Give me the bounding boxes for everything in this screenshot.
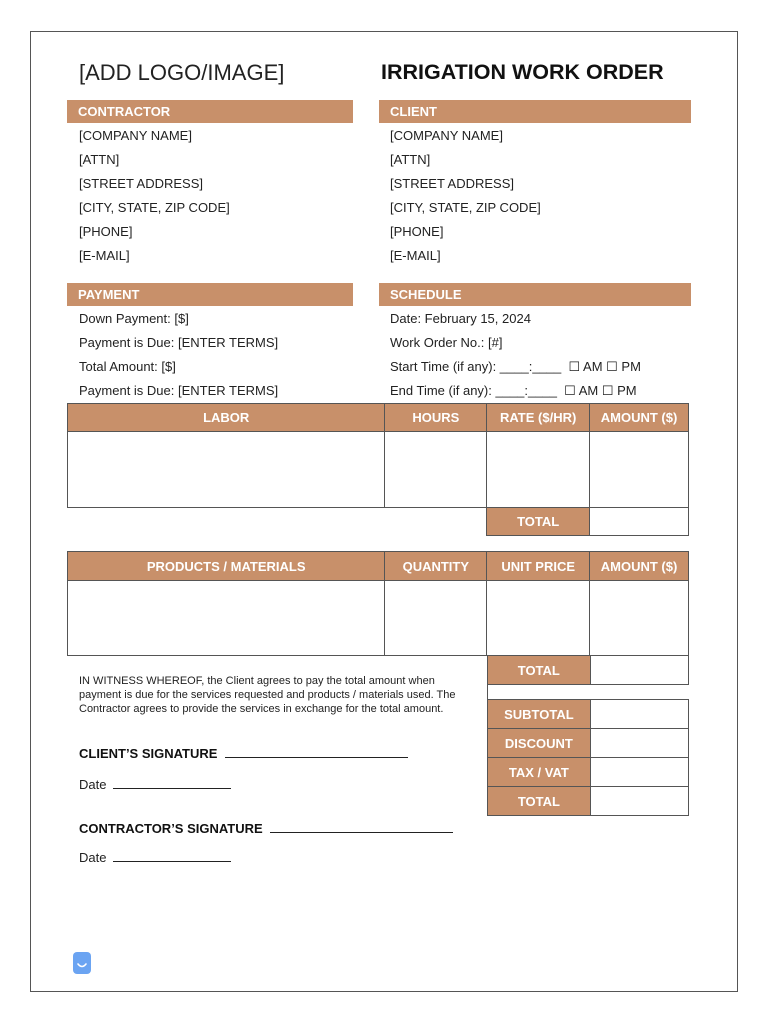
materials-total-table bbox=[487, 655, 689, 685]
schedule-end-time: End Time (if any): ____:____ ☐ AM ☐ PM bbox=[390, 383, 637, 398]
payment-down: Down Payment: [$] bbox=[79, 311, 189, 326]
client-email: [E-MAIL] bbox=[390, 248, 441, 263]
subtotal-label: SUBTOTAL bbox=[488, 700, 591, 729]
materials-total-label: TOTAL bbox=[488, 656, 591, 685]
client-date-line[interactable] bbox=[113, 787, 231, 789]
client-attn: [ATTN] bbox=[390, 152, 431, 167]
page-title: IRRIGATION WORK ORDER bbox=[381, 60, 664, 84]
discount-cell[interactable] bbox=[590, 729, 688, 758]
tax-cell[interactable] bbox=[590, 758, 688, 787]
rate-cell[interactable] bbox=[487, 432, 590, 508]
client-signature-label: CLIENT’S SIGNATURE bbox=[79, 746, 218, 761]
contractor-street: [STREET ADDRESS] bbox=[79, 176, 204, 191]
divider bbox=[487, 684, 488, 699]
client-phone: [PHONE] bbox=[390, 224, 444, 239]
witness-statement: IN WITNESS WHEREOF, the Client agrees to pay the total amount when payment is due for the services requested and products / materials used. The Contractor agrees to provide the services in exchange for the total amount. bbox=[79, 675, 456, 715]
labor-cell[interactable] bbox=[68, 432, 385, 508]
client-heading: CLIENT bbox=[379, 100, 691, 123]
rate-header: RATE ($/HR) bbox=[487, 404, 590, 432]
labor-total-label: TOTAL bbox=[487, 508, 590, 536]
client-company: [COMPANY NAME] bbox=[390, 128, 503, 143]
schedule-heading: SCHEDULE bbox=[379, 283, 691, 306]
smile-icon bbox=[73, 952, 91, 974]
labor-amount-cell[interactable] bbox=[590, 432, 689, 508]
client-signature-row bbox=[79, 746, 408, 761]
contractor-heading: CONTRACTOR bbox=[67, 100, 353, 123]
hours-cell[interactable] bbox=[385, 432, 487, 508]
contractor-email: [E-MAIL] bbox=[79, 248, 130, 263]
grand-total-label: TOTAL bbox=[488, 787, 591, 816]
contractor-date-label: Date bbox=[79, 850, 107, 865]
template-badge-icon bbox=[73, 952, 91, 974]
payment-total: Total Amount: [$] bbox=[79, 359, 176, 374]
contractor-signature-row bbox=[79, 821, 453, 836]
client-street: [STREET ADDRESS] bbox=[390, 176, 515, 191]
discount-label: DISCOUNT bbox=[488, 729, 591, 758]
empty-cell bbox=[68, 508, 385, 536]
labor-table bbox=[67, 403, 689, 536]
grand-total-cell[interactable] bbox=[590, 787, 688, 816]
materials-header: PRODUCTS / MATERIALS bbox=[68, 552, 385, 581]
payment-due-2: Payment is Due: [ENTER TERMS] bbox=[79, 383, 279, 398]
summary-table bbox=[487, 699, 689, 816]
subtotal-cell[interactable] bbox=[590, 700, 688, 729]
contractor-company: [COMPANY NAME] bbox=[79, 128, 192, 143]
empty-cell bbox=[385, 508, 487, 536]
unit-price-cell[interactable] bbox=[487, 581, 590, 656]
materials-total-cell[interactable] bbox=[590, 656, 688, 685]
contractor-date-row bbox=[79, 850, 231, 865]
client-signature-line[interactable] bbox=[225, 756, 408, 758]
payment-due-1: Payment is Due: [ENTER TERMS] bbox=[79, 335, 279, 350]
quantity-cell[interactable] bbox=[385, 581, 487, 656]
schedule-date: Date: February 15, 2024 bbox=[390, 311, 531, 326]
schedule-start-time: Start Time (if any): ____:____ ☐ AM ☐ PM bbox=[390, 359, 641, 374]
contractor-signature-line[interactable] bbox=[270, 831, 453, 833]
logo-placeholder: [ADD LOGO/IMAGE] bbox=[79, 60, 285, 85]
materials-cell[interactable] bbox=[68, 581, 385, 656]
contractor-date-line[interactable] bbox=[113, 860, 231, 862]
labor-total-cell[interactable] bbox=[590, 508, 689, 536]
materials-table bbox=[67, 551, 689, 656]
client-date-label: Date bbox=[79, 777, 107, 792]
client-city: [CITY, STATE, ZIP CODE] bbox=[390, 200, 541, 215]
materials-row bbox=[68, 581, 689, 656]
quantity-header: QUANTITY bbox=[385, 552, 487, 581]
materials-amount-cell[interactable] bbox=[590, 581, 689, 656]
client-date-row bbox=[79, 777, 231, 792]
contractor-city: [CITY, STATE, ZIP CODE] bbox=[79, 200, 230, 215]
labor-header: LABOR bbox=[68, 404, 385, 432]
contractor-phone: [PHONE] bbox=[79, 224, 133, 239]
contractor-attn: [ATTN] bbox=[79, 152, 120, 167]
tax-label: TAX / VAT bbox=[488, 758, 591, 787]
payment-heading: PAYMENT bbox=[67, 283, 353, 306]
hours-header: HOURS bbox=[385, 404, 487, 432]
contractor-signature-label: CONTRACTOR’S SIGNATURE bbox=[79, 821, 263, 836]
labor-row bbox=[68, 432, 689, 508]
unit-price-header: UNIT PRICE bbox=[487, 552, 590, 581]
labor-amount-header: AMOUNT ($) bbox=[590, 404, 689, 432]
schedule-work-order: Work Order No.: [#] bbox=[390, 335, 503, 350]
materials-amount-header: AMOUNT ($) bbox=[590, 552, 689, 581]
